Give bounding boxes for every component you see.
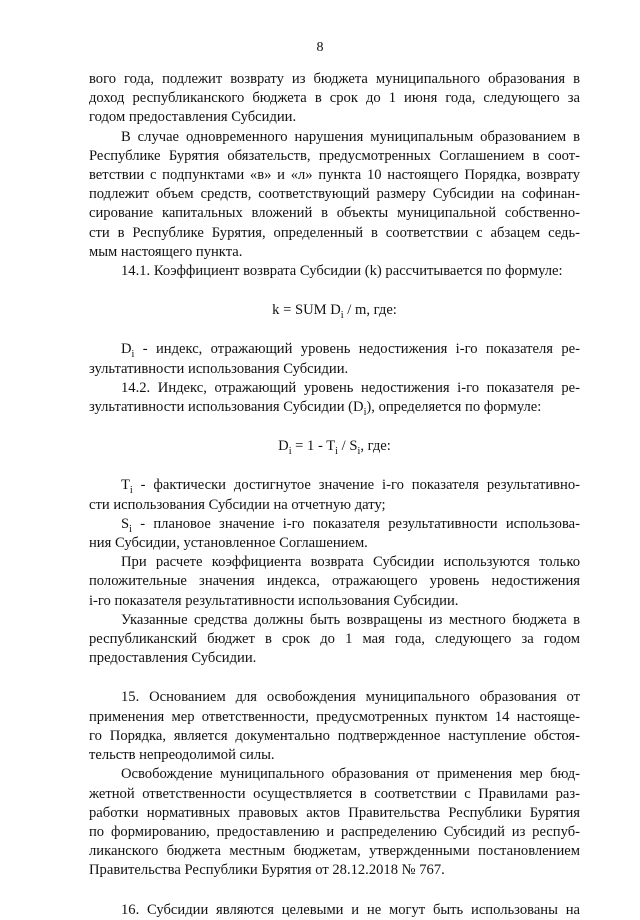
text-line: 14.1. Коэффициент возврата Субсидии (k) рассчитывается по формуле: bbox=[121, 263, 563, 280]
text-line: вого года, подлежит возврату из бюджета муниципального образования в bbox=[89, 71, 580, 87]
text-line: Правительства Республики Бурятия от 28.12.2018 № 767. bbox=[89, 862, 445, 879]
text-line: 16. Субсидии являются целевыми и не могут быть использованы на bbox=[121, 901, 580, 918]
text-line: 14.2. Индекс, отражающий уровень недостижения i-го показателя ре- bbox=[121, 379, 580, 396]
formula-subscript: i bbox=[335, 446, 339, 458]
text-line: мым настоящего пункта. bbox=[89, 243, 243, 260]
text-line: зультативности использования Субсидии. bbox=[89, 360, 349, 377]
definition-text: - фактически достигнутое значение i-го показателя результативно- bbox=[132, 477, 580, 494]
paragraph-exemption bbox=[89, 765, 580, 880]
formula-text: k = SUM D bbox=[272, 302, 341, 319]
page-number: 8 bbox=[316, 40, 324, 55]
text-segment: зультативности использования Субсидии (D bbox=[89, 399, 364, 416]
paragraph-ti-definition bbox=[89, 476, 580, 514]
paragraph-refund-deadline bbox=[89, 70, 580, 128]
paragraph-si-definition bbox=[89, 515, 580, 553]
text-line: тельств непреодолимой силы. bbox=[89, 747, 275, 764]
definition-text: - плановое значение i-го показателя результативности использова- bbox=[131, 515, 580, 532]
document-body bbox=[89, 70, 580, 920]
paragraph-14-2 bbox=[89, 379, 580, 417]
text-line: В случае одновременного нарушения муниципальным образованием в bbox=[121, 128, 580, 145]
paragraph-16 bbox=[89, 901, 580, 920]
text-line bbox=[89, 476, 580, 495]
paragraph-15 bbox=[89, 688, 580, 765]
formula-refund-coefficient bbox=[89, 301, 580, 320]
paragraph-return-funds bbox=[89, 611, 580, 669]
variable-symbol: D bbox=[121, 341, 132, 358]
text-line: применения мер ответственности, предусмотренных пунктом 14 настояще- bbox=[89, 708, 580, 725]
text-line: доход республиканского бюджета в срок до 1 июня года, следующего за bbox=[89, 90, 580, 107]
variable-subscript: i bbox=[363, 406, 367, 418]
text-line: сти в Республике Бурятия, определенный в соответствии с абзацем седь- bbox=[89, 224, 580, 241]
formula-text: , где: bbox=[360, 438, 391, 455]
text-line: сти использования Субсидии на отчетную дату; bbox=[89, 496, 386, 513]
formula-subscript: i bbox=[288, 446, 292, 458]
text-line: по формированию, предоставлению и распределению Субсидий из респуб- bbox=[89, 823, 580, 840]
text-line: жетной ответственности осуществляется в соответствии с Правилами раз- bbox=[89, 785, 580, 802]
formula-text: D bbox=[278, 438, 289, 455]
variable-subscript: i bbox=[129, 523, 132, 535]
text-line: положительные значения индекса, отражающего уровень недостижения bbox=[89, 573, 580, 590]
text-line: ветствии с подпунктами «в» и «л» пункта 10 настоящего Порядка, возврату bbox=[89, 167, 580, 184]
text-line: сирование капитальных вложений в объекты муниципальной собственно- bbox=[89, 205, 580, 222]
formula-text: = 1 - T bbox=[291, 438, 336, 455]
text-line: работки нормативных правовых актов Правительства Республики Бурятия bbox=[89, 804, 580, 821]
text-line: ликанского бюджета местным бюджетам, утвержденными постановлением bbox=[89, 843, 580, 860]
formula-text: / S bbox=[338, 438, 358, 455]
formula-subscript: i bbox=[340, 310, 344, 322]
variable-subscript: i bbox=[131, 349, 135, 360]
text-line: предоставления Субсидии. bbox=[89, 650, 257, 667]
formula-text: / m, где: bbox=[343, 302, 397, 319]
text-line: Указанные средства должны быть возвращены из местного бюджета в bbox=[121, 611, 580, 628]
paragraph-positive-values bbox=[89, 553, 580, 611]
paragraph-14-1 bbox=[89, 262, 580, 281]
text-line: республиканский бюджет в срок до 1 мая года, следующего за годом bbox=[89, 631, 580, 648]
text-line: Республике Бурятия обязательств, предусмотренных Соглашением в соот- bbox=[89, 147, 580, 164]
definition-text: - индекс, отражающий уровень недостижения i-го показателя ре- bbox=[134, 341, 580, 358]
paragraph-simultaneous-violation bbox=[89, 128, 580, 262]
text-segment: ), определяется по формуле: bbox=[366, 399, 542, 416]
text-line: Освобождение муниципального образования от применения мер бюд- bbox=[121, 766, 580, 783]
variable-symbol: T bbox=[121, 477, 130, 494]
formula-index bbox=[89, 437, 580, 456]
variable-subscript: i bbox=[129, 485, 133, 496]
text-line bbox=[89, 515, 580, 534]
text-line bbox=[89, 340, 580, 359]
text-line: ния Субсидии, установленное Соглашением. bbox=[89, 535, 368, 552]
text-line: подлежит объем средств, соответствующий размеру Субсидии на софинан- bbox=[89, 186, 580, 203]
text-line bbox=[89, 398, 580, 417]
text-line: i-го показателя результативности использования Субсидии. bbox=[89, 592, 459, 609]
paragraph-di-definition bbox=[89, 340, 580, 378]
text-line: При расчете коэффициента возврата Субсидии используются только bbox=[121, 554, 580, 571]
variable-symbol: S bbox=[121, 515, 130, 532]
text-line: годом предоставления Субсидии. bbox=[89, 109, 297, 126]
formula-subscript: i bbox=[357, 446, 361, 458]
text-line: го Порядка, является документально подтвержденное наступление обстоя- bbox=[89, 727, 580, 744]
text-line: 15. Основанием для освобождения муниципального образования от bbox=[121, 689, 580, 706]
